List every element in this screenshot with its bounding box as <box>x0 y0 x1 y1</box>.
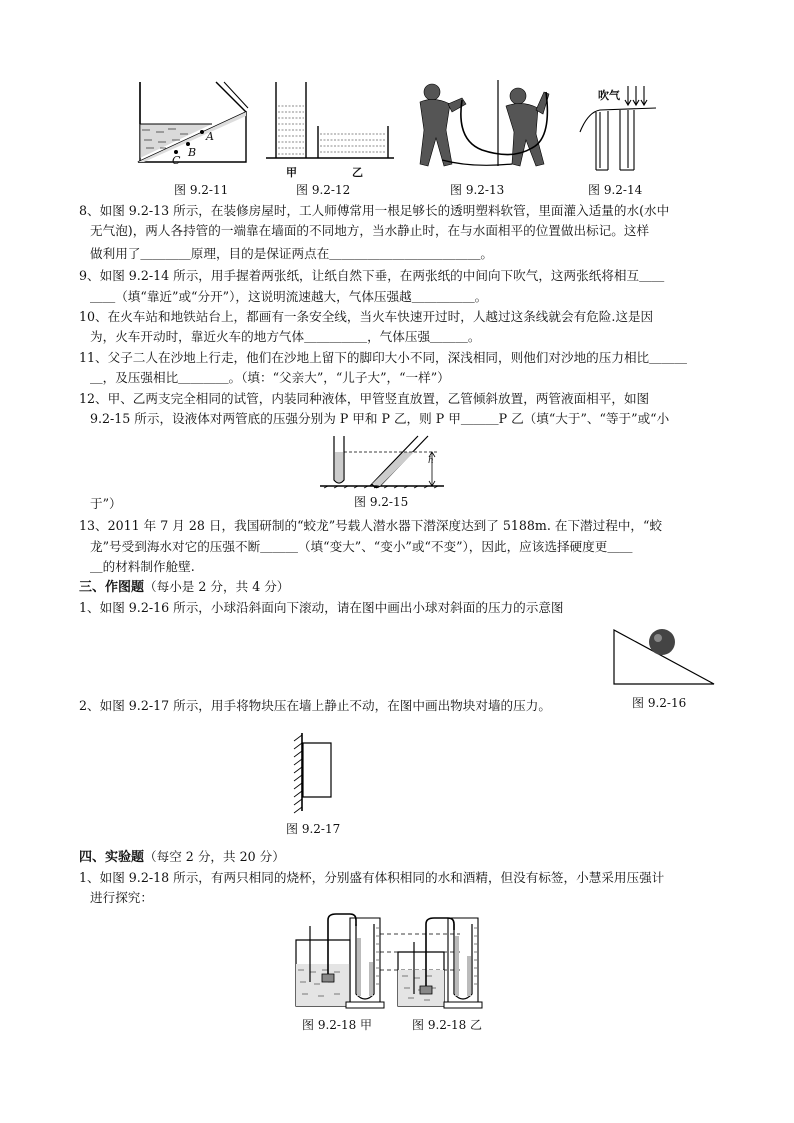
q13-line2: 龙”号受到海水对它的压强不断＿＿＿（填“变大”、“变小”或“不变”），因此，应该选择硬度更＿＿ <box>90 539 633 554</box>
figure-9-2-13 <box>412 80 564 172</box>
fig12-caption: 图 9.2-12 <box>296 183 351 197</box>
fig14-caption: 图 9.2-14 <box>588 183 643 197</box>
q13-line3: ＿的材料制作舱壁. <box>90 559 195 574</box>
s4-q1-line1: 1、如图 9.2-18 所示，有两只相同的烧杯，分别盛有体积相同的水和酒精，但没有标签，小慧采用压强计 <box>79 870 665 885</box>
fig14-blow-label: 吹气 <box>598 89 620 102</box>
figure-9-2-12 <box>266 82 396 162</box>
section3-note: （每小是 2 分，共 4 分） <box>144 579 290 594</box>
q10-line2: 为，火车开动时，靠近火车的地方气体＿＿＿＿＿，气体压强＿＿＿。 <box>90 329 481 344</box>
fig18a-caption: 图 9.2-18 甲 <box>302 1018 373 1032</box>
fig17-caption: 图 9.2-17 <box>286 822 341 836</box>
q11-line1: 11、父子二人在沙地上行走，他们在沙地上留下的脚印大小不同，深浅相同，则他们对沙地的压力相比＿＿＿ <box>79 350 687 365</box>
s3-q2: 2、如图 9.2-17 所示，用手将物块压在墙上静止不动，在图中画出物块对墙的压力。 <box>79 698 551 713</box>
q12-line1: 12、甲、乙两支完全相同的试管，内装同种液体，甲管竖直放置，乙管倾斜放置，两管液面相平，如图 <box>79 391 650 406</box>
q13-line1: 13、2011 年 7 月 28 日，我国研制的“蛟龙”号载人潜水器下潜深度达到了 5188m. 在下潜过程中，“蛟 <box>79 518 663 533</box>
fig11-caption: 图 9.2-11 <box>174 183 229 197</box>
q11-line2: ＿，及压强相比＿＿＿＿。（填：“父亲大”，“儿子大”，“一样”） <box>90 370 450 385</box>
figure-9-2-17 <box>290 733 336 813</box>
fig12-label-jia: 甲 <box>286 166 297 179</box>
q8-line3: 做利用了＿＿＿＿原理，目的是保证两点在＿＿＿＿＿＿＿＿＿＿＿＿。 <box>90 246 493 261</box>
figure-9-2-11 <box>138 82 250 174</box>
q8-line1: 8、如图 9.2-13 所示，在装修房屋时，工人师傅常用一根足够长的透明塑料软管，里面灌入适量的水(水中 <box>79 203 670 218</box>
fig15-h-label: h <box>428 456 434 466</box>
figure-9-2-16 <box>612 622 718 688</box>
section4-heading: 四、实验题 <box>79 850 145 865</box>
figure-9-2-14 <box>578 84 658 180</box>
fig16-caption: 图 9.2-16 <box>632 696 687 710</box>
section3-title <box>79 578 289 597</box>
section4-note: （每空 2 分，共 20 分） <box>144 849 285 864</box>
q9-line2: ＿＿（填“靠近”或“分开”），这说明流速越大，气体压强越＿＿＿＿＿。 <box>90 289 488 304</box>
fig18b-caption: 图 9.2-18 乙 <box>412 1018 483 1032</box>
fig11-label-b: B <box>188 146 197 159</box>
q12-line2: 9.2-15 所示，设液体对两管底的压强分别为 P 甲和 P 乙，则 P 甲＿＿＿P 乙（填“大于”、“等于”或“小 <box>90 411 670 426</box>
fig12-label-yi: 乙 <box>352 166 363 179</box>
q12-line3: 于”） <box>90 496 122 511</box>
section3-heading: 三、作图题 <box>79 580 145 595</box>
q8-line2: 无气泡)，两人各持管的一端靠在墙面的不同地方，当水静止时，在与水面相平的位置做出标记。这样 <box>90 223 650 238</box>
q10-line1: 10、在火车站和地铁站台上，都画有一条安全线，当火车快速开过时，人越过这条线就会有危险.这是因 <box>79 309 654 324</box>
fig13-caption: 图 9.2-13 <box>450 183 505 197</box>
fig11-label-a: A <box>206 130 214 143</box>
fig11-label-c: C <box>172 154 181 167</box>
q9-line1: 9、如图 9.2-14 所示，用手握着两张纸，让纸自然下垂，在两张纸的中间向下吹气，这两张纸将相互＿＿ <box>79 268 665 283</box>
section4-title <box>79 848 285 867</box>
fig15-caption: 图 9.2-15 <box>354 495 409 509</box>
figure-9-2-18 <box>290 912 502 1012</box>
s3-q1: 1、如图 9.2-16 所示，小球沿斜面向下滚动，请在图中画出小球对斜面的压力的示意图 <box>79 600 564 615</box>
s4-q1-line2: 进行探究： <box>90 890 153 905</box>
